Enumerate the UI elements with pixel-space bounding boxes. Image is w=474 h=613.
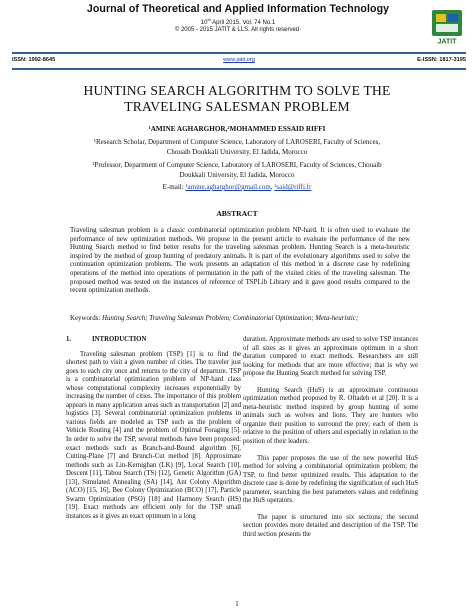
affiliation-1-line-2: Chouaib Doukkali University, El Jadida, Morocco	[166, 148, 308, 156]
issn-print: ISSN: 1992-8645	[12, 57, 56, 63]
paper-title	[40, 83, 434, 115]
paper-authors: ¹AMINE AGHARGHOR,²MOHAMMED ESSAID RIFFI	[148, 125, 326, 133]
page-number: 1	[235, 601, 239, 608]
abstract-text: Traveling salesman problem is a classic combinatorial optimization problem NP-hard. It is often used to evaluate the performance of new optimization methods. We propose in the present article to evaluate the performance of the new Hunting Search method to find better results for the traveling salesman problem. Hunting Search is a meta-heuristic inspired by the method of group hunting of predatory animals. It is part of the evolutionary algorithms used to solve the continuation optimization problems. The work presents an adaptation of this method in a discrete case by redefining operations of the method into operations of permutation in the path of the visited cities of the traveling salesman. The proposed method was tested on the instances of reference of TSPLib Library and it gave good results compared to the recent optimization methods.	[70, 227, 410, 295]
journal-title: Journal of Theoretical and Applied Information Technology	[86, 3, 390, 15]
column-left	[66, 336, 241, 529]
keywords-label: Keywords:	[70, 315, 101, 322]
email-link-1[interactable]: ¹amine.agharghor@gmail.com	[185, 183, 271, 191]
journal-copyright: © 2005 - 2015 JATIT & LLS. All rights reserved·	[174, 27, 302, 33]
intro-paragraph-1-cont: duration. Approximate methods are used to solve TSP instances of all sizes as it gives an approximate optimum in a short duration compared to exact methods. Researchers are still looking for methods that are more effective; that is why we propose the Hunting Search method for solving TSP.	[243, 336, 418, 378]
header-rule-top	[12, 52, 466, 54]
keywords	[70, 315, 410, 324]
email-separator: ,	[270, 183, 273, 191]
header-rule-bottom	[12, 68, 466, 70]
issn-row	[12, 57, 466, 67]
journal-website-link[interactable]: www.jatit.org	[223, 57, 255, 63]
logo-square-yellow	[436, 14, 446, 22]
title-line-2: TRAVELING SALESMAN PROBLEM	[124, 99, 350, 114]
title-line-1: HUNTING SEARCH ALGORITHM TO SOLVE THE	[83, 83, 391, 98]
affiliation-2-line-1: ²Professor, Department of Computer Science, Laboratory of LAROSERI, Faculty of Sciences, Chouaib	[92, 161, 382, 169]
abstract-heading: ABSTRACT	[216, 209, 258, 218]
affiliation-2-line-2: Doukkali University, El Jadida, Morocco	[179, 171, 295, 179]
journal-header	[68, 3, 408, 33]
section-heading-introduction	[66, 336, 241, 345]
email-label: E-mail:	[162, 183, 184, 191]
intro-paragraph-1: Traveling salesman problem (TSP) [1] is to find the shortest path to visit a given number of cities. The traveler just goes to each city once and returns to the city of departure. TSP is a combinatorial optimization problem of NP-hard class whose computational complexity increases exponentially by increasing the number of cities. The importance of this problem appears in many application areas such as transportation [2] and logistics [3]. Several combinatorial optimization problems in various fields are modeled as TSP such as the problem of Vehicle Routing [4] and the problem of Optimal Foraging [5]. In order to solve the TSP, several methods have been proposed: exact methods such as Branch-and-Bound algorithm [6], Cutting-Plane [7] and Brunch-Cut method [8]. Approximate methods such as Lin-Kernighan (LK) [9], Local Search [10], Descent [11], Tabou Search (TS) [12], Genetic Algorithm (GA) [13], Simulated Annealing (SA) [14], Ant Colony Algorithm (ACO) [15, 16], Bee Colony Optimization (BCO) [17], Particle Swarm Optimization (PSO) [18] and Harmony Search (HS) [19]. Exact methods are efficient only for the TSP small instances as it gives an exact optimum in a long	[66, 350, 241, 520]
intro-paragraph-2: Hunting Search (HuS) is an approximate continuous optimization method proposed by R. Oftadeh et al [20]. It is a meta-heuristic method inspired by group hunting of some animals such as wolves and lions. They are hunters who organize their position to surround the prey; each of them is relative to the position of others and especially in relation to the position of their leaders.	[243, 386, 418, 446]
email-link-2[interactable]: ²said@riffi.fr	[274, 183, 312, 191]
logo-block	[432, 10, 462, 36]
issn-electronic: E-ISSN: 1817-3195	[417, 57, 466, 63]
logo-text: JATIT	[437, 38, 457, 46]
column-right	[243, 336, 418, 547]
section-title: INTRODUCTION	[92, 336, 147, 343]
intro-paragraph-4: The paper is structured into six sections; the second section provides more detailed and description of the TSP. The third section presents the	[243, 513, 418, 538]
issue-day: 10	[200, 20, 208, 26]
logo-square-blue	[448, 14, 458, 22]
section-number: 1.	[66, 336, 72, 343]
author-emails	[40, 183, 434, 191]
journal-issue	[68, 17, 408, 26]
issue-volume: April 2015. Vol. 74 No.1	[210, 20, 276, 26]
affiliation-1-line-1: ¹Research Scholar, Department of Computer Science, Laboratory of LAROSERI, Faculty of Sciences,	[93, 138, 381, 146]
issue-day-suffix: th	[207, 17, 211, 22]
intro-paragraph-3: This paper proposes the use of the new powerful HuS method for solving a combinatorial optimization problem; the TSP, to find better optimized results. This adaptation to the discrete case is done by redefining the signification of each HuS parameter, searching the best parameters values and redefining the HuS operators.	[243, 454, 418, 505]
affiliation-1	[40, 137, 434, 157]
jatit-logo	[430, 6, 464, 46]
affiliation-2	[40, 160, 434, 180]
keywords-list: Hunting Search; Traveling Salesman Problem; Combinatorial Optimization; Meta-heuristic;	[101, 315, 359, 322]
logo-bar	[436, 24, 458, 32]
